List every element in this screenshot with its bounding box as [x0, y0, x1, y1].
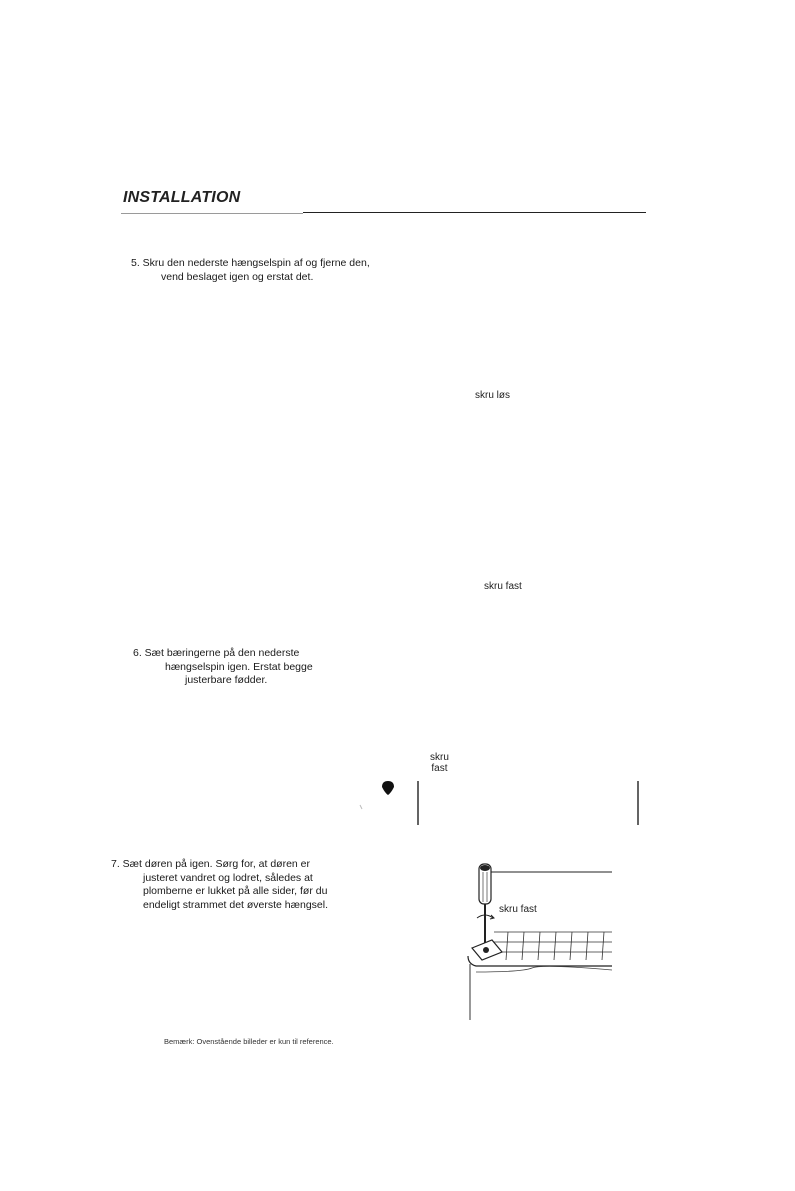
heading-rule — [303, 212, 646, 213]
page-heading: INSTALLATION — [123, 189, 241, 206]
grille-bars — [506, 932, 604, 960]
step-6-text — [133, 647, 333, 688]
step-7-line-4: endeligt strammet det øverste hængsel. — [143, 898, 329, 911]
reference-note: Bemærk: Ovenstående billeder er kun til reference. — [164, 1037, 334, 1046]
heading-rule-thin — [121, 213, 303, 214]
tighten-label-2 — [430, 752, 449, 774]
step-6-line-1: 6. Sæt bæringerne på den nederste — [133, 647, 300, 659]
hinge-screw — [483, 947, 489, 953]
tighten-label-1: skru fast — [484, 581, 522, 592]
hinge-illustration — [462, 860, 622, 1025]
step-7-text — [111, 858, 351, 912]
foot-drop — [382, 781, 394, 795]
step-7-line-1: 7. Sæt døren på igen. Sørg for, at døren er — [111, 858, 311, 870]
tighten-label-2-line-1: skru — [430, 752, 449, 763]
step-5-text — [131, 257, 401, 284]
step-6-line-3: justerbare fødder. — [185, 674, 268, 686]
tighten-label-3: skru fast — [499, 904, 537, 915]
step-5-line-1: 5. Skru den nederste hængselspin af og fjerne den, — [131, 257, 370, 269]
tighten-label-2-line-2: fast — [431, 763, 448, 774]
step-7-line-2: justeret vandret og lodret, således at — [143, 871, 313, 884]
step-7-line-3: plomberne er lukket på alle sider, før du — [143, 885, 328, 897]
step-6-line-2: hængselspin igen. Erstat begge — [165, 660, 313, 673]
feet-illustration — [340, 775, 660, 835]
speck — [360, 805, 362, 809]
screwdriver-cap — [480, 865, 490, 871]
step-5-line-2: vend beslaget igen og erstat det. — [161, 270, 314, 283]
loosen-label: skru løs — [475, 390, 510, 401]
cabinet-lip — [476, 966, 612, 972]
